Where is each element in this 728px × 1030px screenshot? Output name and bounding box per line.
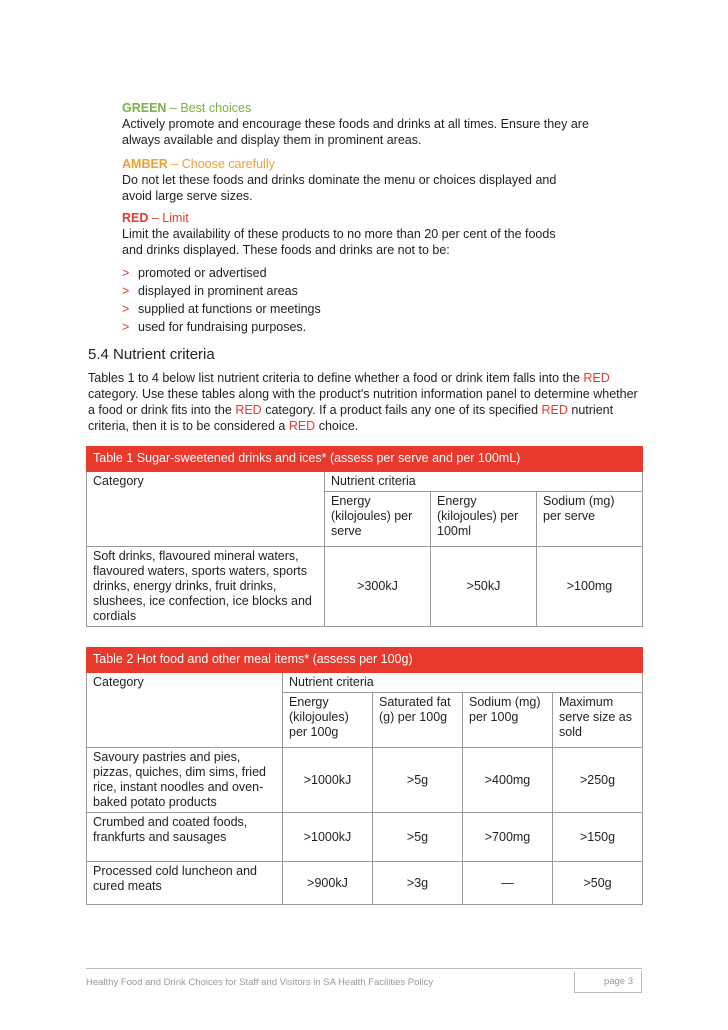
- table-1-column-header: Energy (kilojoules) per 100ml: [431, 492, 537, 547]
- red-title: – Limit: [148, 211, 189, 225]
- table-cell: >50g: [553, 862, 643, 905]
- list-item: > supplied at functions or meetings: [122, 302, 321, 316]
- table-2-row-category: Processed cold luncheon and cured meats: [87, 862, 283, 905]
- table-cell: >5g: [373, 813, 463, 862]
- green-label: GREEN: [122, 101, 167, 115]
- amber-title: – Choose carefully: [167, 157, 275, 171]
- amber-category: [122, 156, 572, 204]
- green-description: Actively promote and encourage these foods and drinks at all times. Ensure they are always available and display them in prominent areas.: [122, 117, 589, 147]
- table-cell: >900kJ: [283, 862, 373, 905]
- table-2-column-header: Sodium (mg) per 100g: [463, 693, 553, 748]
- page-footer: [86, 968, 642, 995]
- table-2-title: Table 2 Hot food and other meal items* (assess per 100g): [87, 648, 643, 673]
- table-cell: >300kJ: [325, 547, 431, 627]
- chevron-right-icon: >: [122, 320, 130, 334]
- table-2-row-category: Crumbed and coated foods, frankfurts and sausages: [87, 813, 283, 862]
- table-2-column-header: Maximum serve size as sold: [553, 693, 643, 748]
- table-row: [87, 862, 643, 905]
- table-2-row-category: Savoury pastries and pies, pizzas, quiches, dim sims, fried rice, instant noodles and oven-baked potato products: [87, 748, 283, 813]
- table-1-column-header: Sodium (mg) per serve: [537, 492, 643, 547]
- chevron-right-icon: >: [122, 302, 130, 316]
- section-title: 5.4 Nutrient criteria: [88, 346, 215, 363]
- table-2: [86, 647, 643, 905]
- list-item: > promoted or advertised: [122, 266, 267, 280]
- table-row: [87, 813, 643, 862]
- list-item: > displayed in prominent areas: [122, 284, 298, 298]
- green-title: – Best choices: [166, 101, 252, 115]
- red-description: Limit the availability of these products to no more than 20 per cent of the foods and drinks displayed. These foods and drinks are not to be:: [122, 227, 556, 257]
- table-cell: >5g: [373, 748, 463, 813]
- chevron-right-icon: >: [122, 266, 130, 280]
- table-cell: >150g: [553, 813, 643, 862]
- list-item: > used for fundraising purposes.: [122, 320, 307, 334]
- red-label: RED: [122, 211, 149, 225]
- table-cell: >100mg: [537, 547, 643, 627]
- page-number: page 3: [574, 971, 642, 993]
- table-2-category-header: Category: [87, 673, 283, 748]
- table-1-category-header: Category: [87, 472, 325, 547]
- red-category: [122, 210, 572, 258]
- table-cell: >50kJ: [431, 547, 537, 627]
- table-1-row-category: Soft drinks, flavoured mineral waters, flavoured waters, sports waters, sports drinks, energy drinks, fruit drinks, slushees, ice confection, ice blocks and cordials: [87, 547, 325, 627]
- table-cell: >400mg: [463, 748, 553, 813]
- table-cell: >3g: [373, 862, 463, 905]
- table-row: [87, 748, 643, 813]
- footer-document-title: Healthy Food and Drink Choices for Staff and Visitors in SA Health Facilities Policy: [86, 977, 434, 988]
- amber-description: Do not let these foods and drinks dominate the menu or choices displayed and avoid large serve sizes.: [122, 173, 557, 203]
- table-1-column-header: Energy (kilojoules) per serve: [325, 492, 431, 547]
- green-category: [122, 100, 612, 148]
- table-cell: —: [463, 862, 553, 905]
- table-2-column-header: Saturated fat (g) per 100g: [373, 693, 463, 748]
- table-1-title: Table 1 Sugar-sweetened drinks and ices* (assess per serve and per 100mL): [87, 447, 643, 472]
- table-2-column-header: Energy (kilojoules) per 100g: [283, 693, 373, 748]
- table-1: [86, 446, 643, 627]
- red-restrictions-list: [122, 264, 321, 336]
- table-cell: >1000kJ: [283, 813, 373, 862]
- table-cell: >700mg: [463, 813, 553, 862]
- table-2-criteria-header: Nutrient criteria: [283, 673, 643, 693]
- table-row: [87, 547, 643, 627]
- section-intro: Tables 1 to 4 below list nutrient criteria to define whether a food or drink item falls into the RED category. Use these tables along with the product's nutrition information panel to determine whether a food or drink fits into the RED category. If a product fails any one of its specified RED nutrient criteria, then it is to be considered a RED choice.: [88, 371, 638, 433]
- chevron-right-icon: >: [122, 284, 130, 298]
- table-1-criteria-header: Nutrient criteria: [325, 472, 643, 492]
- table-cell: >250g: [553, 748, 643, 813]
- table-cell: >1000kJ: [283, 748, 373, 813]
- amber-label: AMBER: [122, 157, 168, 171]
